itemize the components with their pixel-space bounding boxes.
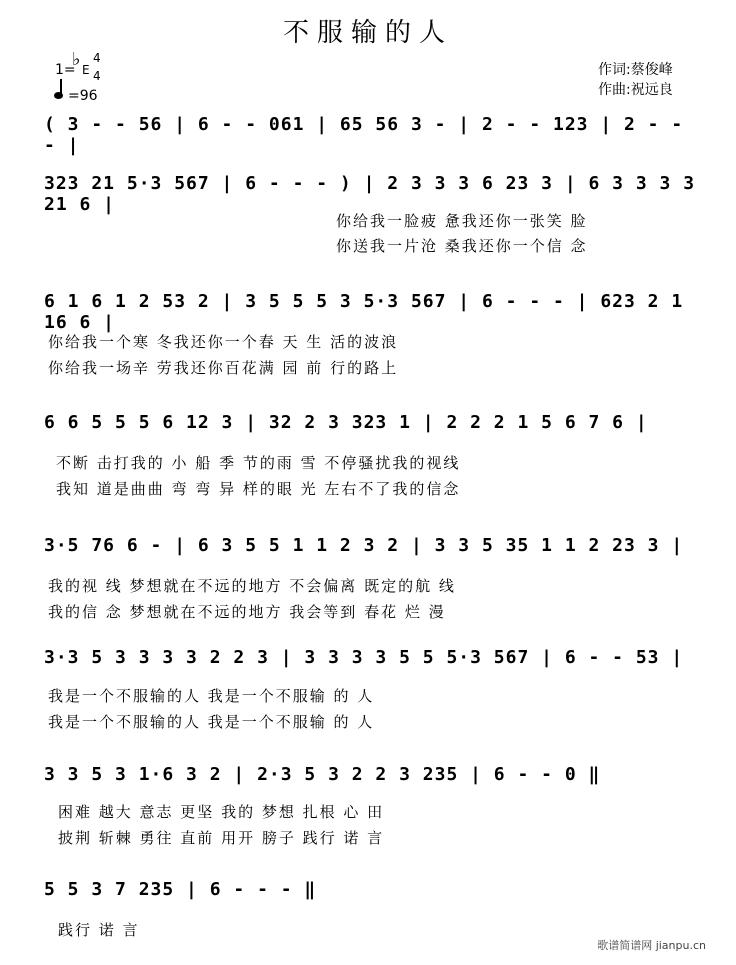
composer-credit: 作曲:祝远良 xyxy=(598,82,673,98)
lyrics-verse-1: 你给我一个寒 冬我还你一个春 天 生 活的波浪 xyxy=(48,333,399,351)
lyricist-credit: 作词:蔡俊峰 xyxy=(598,62,673,78)
lyrics-verse-2: 你给我一场辛 劳我还你百花满 园 前 行的路上 xyxy=(48,359,399,377)
watermark: 歌谱简谱网 jianpu.cn xyxy=(597,939,706,952)
time-signature-top: 4 xyxy=(93,51,101,65)
lyrics-verse-2: 你送我一片沧 桑我还你一个信 念 xyxy=(336,237,588,255)
score-system-2 xyxy=(44,173,696,255)
key-letter: E xyxy=(82,63,90,77)
notation-line: 6 1 6 1 2 53 2 | 3 5 5 5 3 5·3 567 | 6 - - - | 623 2 1 16 6 | xyxy=(44,291,684,333)
lyrics-verse-1: 你给我一脸疲 惫我还你一张笑 脸 xyxy=(336,212,588,230)
score-system-3 xyxy=(44,291,696,377)
score-system-8 xyxy=(44,879,696,939)
notation-line: ( 3 - - 56 | 6 - - 061 | 65 56 3 - | 2 - - 123 | 2 - - - | xyxy=(44,114,684,156)
tempo-marking: =96 xyxy=(68,88,98,104)
notation-line: 323 21 5·3 567 | 6 - - - ) | 2 3 3 3 6 23 3 | 6 3 3 3 3 21 6 | xyxy=(44,173,696,215)
score-system-5 xyxy=(44,535,696,621)
score-system-1 xyxy=(44,114,696,154)
lyrics-verse-1: 不断 击打我的 小 船 季 节的雨 雪 不停骚扰我的视线 xyxy=(56,454,461,472)
score-system-4 xyxy=(44,412,696,498)
notation-line: 3·3 5 3 3 3 3 2 2 3 | 3 3 3 3 5 5 5·3 567 | 6 - - 53 | xyxy=(44,647,684,668)
page-title: 不服输的人 xyxy=(282,18,453,48)
notation-line: 6 6 5 5 5 6 12 3 | 32 2 3 323 1 | 2 2 2 1 5 6 7 6 | xyxy=(44,412,648,433)
time-signature-bottom: 4 xyxy=(93,69,101,83)
score-system-7 xyxy=(44,764,696,847)
score-system-6 xyxy=(44,647,696,731)
notation-line: 5 5 3 7 235 | 6 - - - ‖ xyxy=(44,879,317,900)
flat-icon: ♭ xyxy=(72,49,81,70)
lyrics-verse-2: 披荆 斩棘 勇往 直前 用开 膀子 践行 诺 言 xyxy=(58,829,385,847)
lyrics-verse-1: 困难 越大 意志 更坚 我的 梦想 扎根 心 田 xyxy=(58,803,385,821)
notation-line: 3 3 5 3 1·6 3 2 | 2·3 5 3 2 2 3 235 | 6 - - 0 ‖ xyxy=(44,764,601,785)
lyrics-verse-1: 践行 诺 言 xyxy=(58,921,140,939)
lyrics-verse-2: 我知 道是曲曲 弯 弯 异 样的眼 光 左右不了我的信念 xyxy=(56,480,461,498)
lyrics-verse-2: 我的信 念 梦想就在不远的地方 我会等到 春花 烂 漫 xyxy=(48,603,446,621)
notation-line: 3·5 76 6 - | 6 3 5 5 1 1 2 3 2 | 3 3 5 35 1 1 2 23 3 | xyxy=(44,535,684,556)
lyrics-verse-1: 我的视 线 梦想就在不远的地方 不会偏离 既定的航 线 xyxy=(48,577,456,595)
lyrics-verse-2: 我是一个不服输的人 我是一个不服输 的 人 xyxy=(48,713,375,731)
key-prefix: 1= xyxy=(55,62,76,78)
lyrics-verse-1: 我是一个不服输的人 我是一个不服输 的 人 xyxy=(48,687,375,705)
